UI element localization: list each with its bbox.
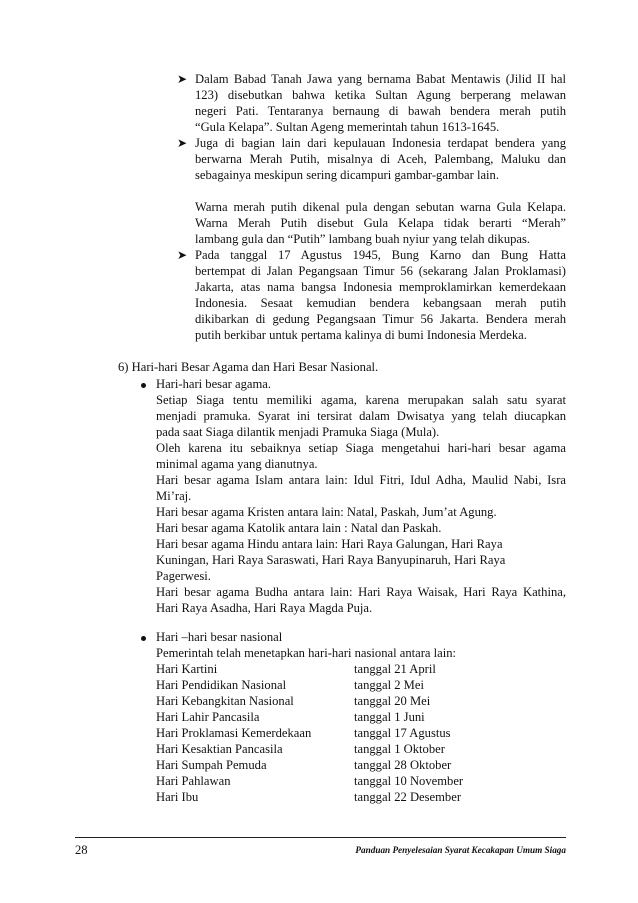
text-line: Setiap Siaga tentu memiliki agama, karena merupakan salah satu syarat (156, 393, 566, 407)
holiday-name: Hari Kebangkitan Nasional (156, 694, 294, 708)
holiday-date: tanggal 28 Oktober (354, 758, 452, 772)
arrow-bullet-icon: ➤ (177, 72, 188, 86)
holiday-date: tanggal 10 November (354, 774, 464, 788)
text-line: Jakarta, atas nama bangsa Indonesia memproklamirkan kemerdekaan (195, 280, 566, 294)
holiday-name: Hari Kesaktian Pancasila (156, 742, 283, 756)
text-line: Hari besar agama Budha antara lain: Hari Raya Waisak, Hari Raya Kathina, (156, 585, 566, 599)
text-line: sebagainya meskipun sering dicampuri gambar-gambar lain. (195, 168, 499, 182)
text-line: Pagerwesi. (156, 569, 211, 583)
text-line: Warna Merah Putih disebut Gula Kelapa tidak berarti “Merah” (195, 216, 566, 230)
holiday-name: Hari Lahir Pancasila (156, 710, 260, 724)
holiday-name: Hari Sumpah Pemuda (156, 758, 267, 772)
subsection-title: Hari-hari besar agama. (156, 377, 272, 391)
text-line: Warna merah putih dikenal pula dengan sebutan warna Gula Kelapa. (195, 200, 566, 214)
text-line: Pemerintah telah menetapkan hari-hari nasional antara lain: (156, 646, 457, 660)
text-line: Hari Raya Asadha, Hari Raya Magda Puja. (156, 601, 373, 615)
holiday-name: Hari Pahlawan (156, 774, 231, 788)
footer-title: Panduan Penyelesaian Syarat Kecakapan Umum Siaga (355, 845, 566, 855)
holiday-name: Hari Ibu (156, 790, 199, 804)
text-line: Hari besar agama Kristen antara lain: Natal, Paskah, Jum’at Agung. (156, 505, 497, 519)
text-line: negeri Pati. Tentaranya bernaung di bawah bendera merah putih (195, 104, 566, 118)
holiday-date: tanggal 20 Mei (354, 694, 431, 708)
text-line: lambang gula dan “Putih” lambang buah nyiur yang telah dikupas. (195, 232, 531, 246)
holiday-date: tanggal 22 Desember (354, 790, 462, 804)
holiday-date: tanggal 2 Mei (354, 678, 424, 692)
bullet-dot-icon (141, 636, 146, 641)
text-line: bertempat di Jalan Pegangsaan Timur 56 (sekarang Jalan Proklamasi) (195, 264, 566, 278)
text-line: putih berkibar untuk pertama kalinya di bumi Indonesia Merdeka. (195, 328, 527, 342)
text-line: Kuningan, Hari Raya Saraswati, Hari Raya Banyupinaruh, Hari Raya (156, 553, 506, 567)
holiday-name: Hari Kartini (156, 662, 218, 676)
text-line: berwarna Merah Putih, misalnya di Aceh, Palembang, Maluku dan (195, 152, 566, 166)
holiday-date: tanggal 1 Juni (354, 710, 425, 724)
text-line: Juga di bagian lain dari kepulauan Indonesia terdapat bendera yang (195, 136, 566, 150)
text-line: 123) disebutkan bahwa ketika Sultan Agung berperang melawan (195, 88, 566, 102)
text-line: “Gula Kelapa”. Sultan Ageng memerintah tahun 1613-1645. (195, 120, 500, 134)
text-line: dikibarkan di gedung Pegangsaan Timur 56 Jakarta. Bendera merah (195, 312, 566, 326)
text-line: pada saat Siaga dilantik menjadi Pramuka Siaga (Mula). (156, 425, 440, 439)
text-line: Indonesia. Sesaat kemudian bendera kebangsaan merah putih (195, 296, 566, 310)
text-line: Hari besar agama Katolik antara lain : Natal dan Paskah. (156, 521, 442, 535)
holiday-name: Hari Proklamasi Kemerdekaan (156, 726, 312, 740)
text-line: Hari besar agama Hindu antara lain: Hari Raya Galungan, Hari Raya (156, 537, 503, 551)
page-number: 28 (75, 843, 88, 857)
text-line: minimal agama yang dianutnya. (156, 457, 318, 471)
footer-divider (75, 837, 566, 838)
arrow-bullet-icon: ➤ (177, 248, 188, 262)
holiday-date: tanggal 17 Agustus (354, 726, 451, 740)
text-line: Pada tanggal 17 Agustus 1945, Bung Karno dan Bung Hatta (195, 248, 566, 262)
text-line: Mi’raj. (156, 489, 192, 503)
holiday-date: tanggal 21 April (354, 662, 436, 676)
section-heading: 6) Hari-hari Besar Agama dan Hari Besar Nasional. (118, 360, 379, 374)
text-line: Dalam Babad Tanah Jawa yang bernama Babat Mentawis (Jilid II hal (195, 72, 566, 86)
text-line: Oleh karena itu sebaiknya setiap Siaga mengetahui hari-hari besar agama (156, 441, 566, 455)
bullet-dot-icon (141, 383, 146, 388)
holiday-date: tanggal 1 Oktober (354, 742, 445, 756)
text-line: menjadi pramuka. Syarat ini tersirat dalam Dwisatya yang telah diucapkan (156, 409, 566, 423)
subsection-title: Hari –hari besar nasional (156, 630, 283, 644)
arrow-bullet-icon: ➤ (177, 136, 188, 150)
text-line: Hari besar agama Islam antara lain: Idul Fitri, Idul Adha, Maulid Nabi, Isra (156, 473, 566, 487)
holiday-name: Hari Pendidikan Nasional (156, 678, 287, 692)
